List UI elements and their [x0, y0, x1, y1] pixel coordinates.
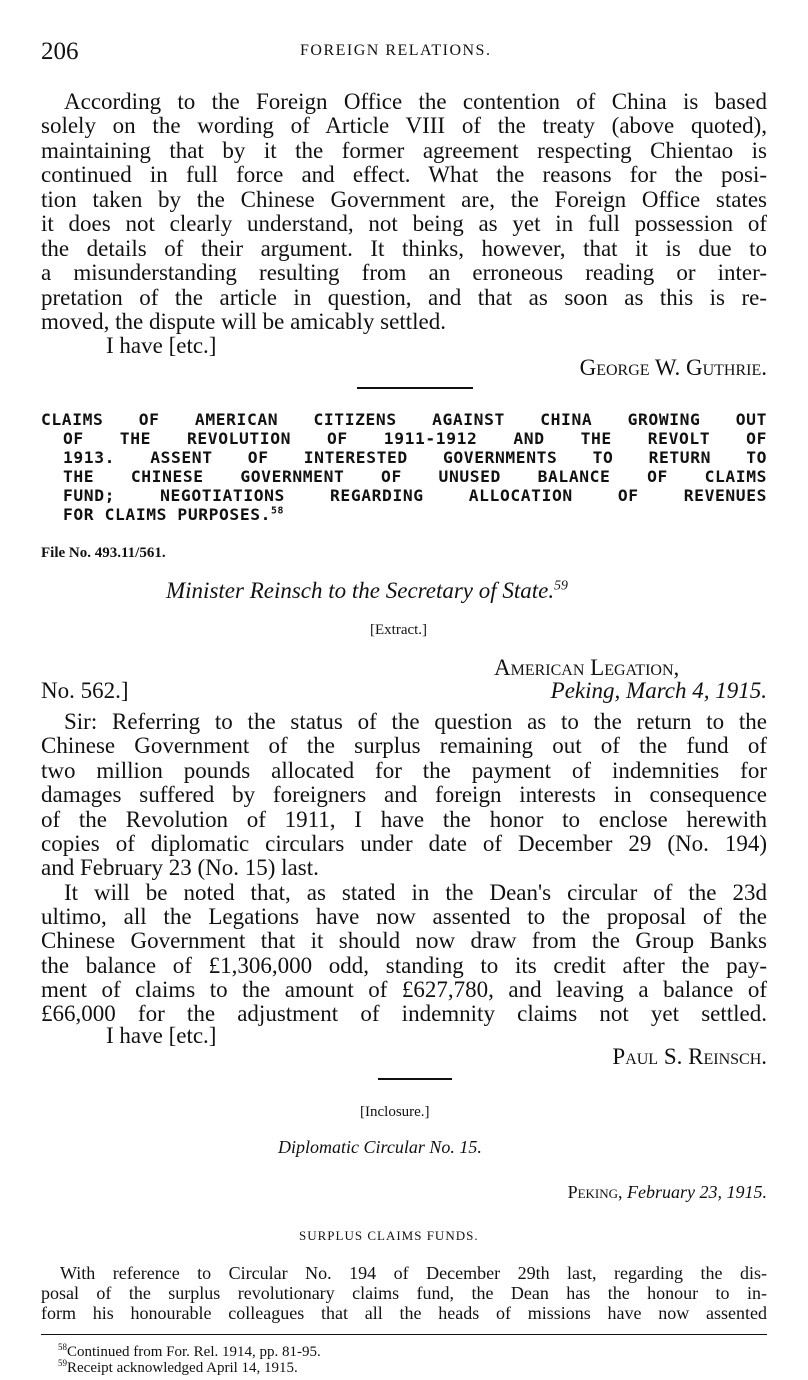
text-line: pretation of the article in question, and that as soon as this is re- [41, 285, 767, 310]
text-line: tion taken by the Chinese Government are, the Foreign Office states [41, 187, 767, 212]
text-line: Sir: Referring to the status of the question as to the return to the [64, 709, 767, 734]
footnote: $^{59}$Receipt acknowledged April 14, 1915. [58, 1358, 298, 1376]
text-line: it does not clearly understand, not being as yet in full possession of [41, 211, 767, 236]
text-line: solely on the wording of Article VIII of the treaty (above quoted), [41, 113, 767, 138]
footnote-ref: 59 [554, 577, 568, 593]
heading-line: CLAIMS OF AMERICAN CITIZENS AGAINST CHINA GROWING OUT [41, 410, 767, 429]
circular-title: Diplomatic Circular No. 15. [278, 1137, 482, 1157]
divider [378, 1078, 452, 1080]
text-line: two million pounds allocated for the payment of indemnities for [41, 758, 767, 783]
file-number: File No. 493.11/561. [41, 545, 166, 561]
text-line: and February 23 (No. 15) last. [41, 855, 319, 880]
text-line: £66,000 for the adjustment of indemnity claims not yet settled. [41, 1001, 767, 1026]
closing: I have [etc.] [106, 1023, 217, 1048]
footnote: $^{58}$Continued from For. Rel. 1914, pp. 81-95. [58, 1342, 321, 1360]
text-line: continued in full force and effect. What the reasons for the posi- [41, 162, 767, 187]
text-line: According to the Foreign Office the contention of China is based [64, 89, 767, 114]
footnote-ref: 58 [271, 505, 285, 517]
text-line: copies of diplomatic circulars under date of December 29 (No. 194) [41, 831, 767, 856]
inclosure-label: [Inclosure.] [360, 1104, 430, 1120]
text-line: the balance of £1,306,000 odd, standing to its credit after the pay- [41, 953, 767, 978]
running-title: FOREIGN RELATIONS. [300, 42, 492, 59]
text-line: form his honourable colleagues that all the heads of missions have now assented [41, 1303, 767, 1323]
despatch-number: No. 562.] [41, 678, 129, 703]
text-line: posal of the surplus revolutionary claims fund, the Dean has the honour to in- [41, 1283, 767, 1303]
text-line: damages suffered by foreigners and foreign interests in consequence [41, 782, 767, 807]
signature: Paul S. Reinsch. [612, 1044, 767, 1069]
text-line: It will be noted that, as stated in the Dean's circular of the 23d [64, 880, 767, 905]
heading-line: FUND; NEGOTIATIONS REGARDING ALLOCATION OF REVENUES [63, 486, 767, 505]
heading-line: 1913. ASSENT OF INTERESTED GOVERNMENTS TO RETURN TO [63, 448, 767, 467]
place-date: Peking, March 4, 1915. [550, 678, 767, 703]
heading-line: OF THE REVOLUTION OF 1911-1912 AND THE REVOLT OF [63, 429, 767, 448]
heading-line: FOR CLAIMS PURPOSES.$^{58}$ [63, 505, 285, 524]
text-line: moved, the dispute will be amicably settled. [41, 309, 446, 334]
text-line: Chinese Government that it should now draw from the Group Banks [41, 928, 767, 953]
text-line: a misunderstanding resulting from an erroneous reading or inter- [41, 260, 767, 285]
circular-subhead: SURPLUS CLAIMS FUNDS. [299, 1228, 479, 1243]
text-line: Chinese Government of the surplus remaining out of the fund of [41, 733, 767, 758]
legation: American Legation, [494, 655, 680, 680]
letter-title: Minister Reinsch to the Secretary of State.$^{59}$ [166, 577, 568, 603]
signature: George W. Guthrie. [579, 355, 767, 380]
circular-dateline: Peking, February 23, 1915. [567, 1182, 767, 1202]
text-line: maintaining that by it the former agreement respecting Chientao is [41, 138, 767, 163]
page-number: 206 [41, 38, 79, 65]
closing: I have [etc.] [106, 333, 217, 358]
text-line: the details of their argument. It thinks, however, that it is due to [41, 236, 767, 261]
text-line: of the Revolution of 1911, I have the honor to enclose herewith [41, 807, 767, 832]
divider [357, 387, 473, 389]
text-line: ment of claims to the amount of £627,780, and leaving a balance of [41, 977, 767, 1002]
text-line: ultimo, all the Legations have now assented to the proposal of the [41, 904, 767, 929]
footnote-divider [41, 1334, 767, 1335]
text-line: With reference to Circular No. 194 of December 29th last, regarding the dis- [60, 1263, 767, 1283]
heading-line: THE CHINESE GOVERNMENT OF UNUSED BALANCE OF CLAIMS [63, 467, 767, 486]
extract-label: [Extract.] [370, 622, 428, 638]
